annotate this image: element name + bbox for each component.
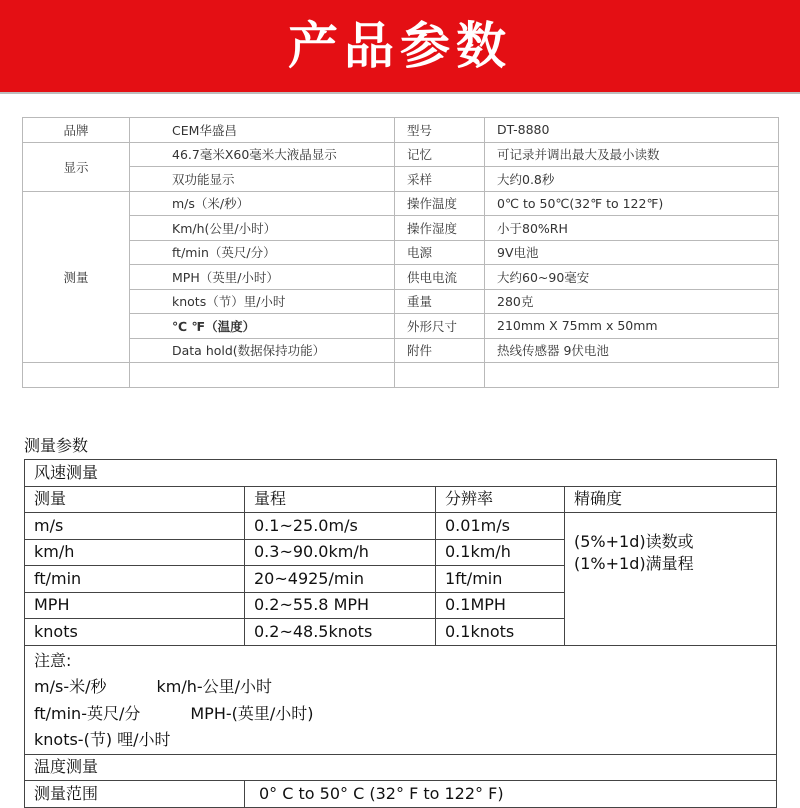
temp-label: 测量范围 [25,781,245,808]
params-title: 测量参数 [24,436,89,455]
col-accuracy: 精确度 [565,486,777,513]
right-value: 9V电池 [485,240,779,265]
resolution-cell: 1ft/min [436,566,565,593]
accuracy-cell [565,513,777,646]
spec-row [23,338,779,363]
col-measure: 测量 [25,486,245,513]
display-value-2: 双功能显示 [130,167,395,192]
note-line-1 [34,674,776,701]
temp-value: 0° C to 50° C (32° F to 122° F) [245,781,777,808]
right-value: 0℃ to 50℃(32℉ to 122℉) [485,191,779,216]
empty-cell [23,363,130,388]
brand-label: 品牌 [23,118,130,143]
right-label: 操作温度 [395,191,485,216]
empty-cell [395,363,485,388]
note-kmh: km/h-公里/小时 [156,677,273,696]
range-cell: 20~4925/min [245,566,436,593]
right-label: 电源 [395,240,485,265]
model-label: 型号 [395,118,485,143]
note-title: 注意: [34,650,72,670]
measure-label: 测量 [23,191,130,363]
measure-item: m/s（米/秒） [130,191,395,216]
spec-row [23,265,779,290]
banner-title: 产品参数 [288,17,512,75]
unit-cell: knots [25,619,245,646]
note-line-2 [34,701,776,728]
note-mph: MPH-(英里/小时) [190,703,314,723]
column-header-row [25,486,777,513]
right-label: 重量 [395,289,485,314]
resolution-cell: 0.1MPH [436,592,565,619]
right-value: 小于80%RH [485,216,779,241]
right-value: 210mm X 75mm x 50mm [485,314,779,339]
accuracy-line-2: (1%+1d)满量程 [574,554,694,573]
model-value: DT-8880 [485,118,779,143]
spec-row [23,191,779,216]
note-row [25,645,777,754]
resolution-cell: 0.1knots [436,619,565,646]
unit-cell: ft/min [25,566,245,593]
resolution-cell: 0.1km/h [436,539,565,566]
empty-cell [130,363,395,388]
spec-row [23,142,779,167]
wind-header: 风速测量 [25,460,777,487]
table-row [25,513,777,540]
wind-header-row [25,460,777,487]
unit-cell: m/s [25,513,245,540]
right-value: 热线传感器 9伏电池 [485,338,779,363]
right-label: 供电电流 [395,265,485,290]
measurement-table [24,459,777,808]
note-ftmin: ft/min-英尺/分 [34,703,141,723]
resolution-cell: 0.01m/s [436,513,565,540]
col-range: 量程 [245,486,436,513]
note-line-3: knots-(节) 哩/小时 [34,730,171,749]
right-label: 附件 [395,338,485,363]
note-ms: m/s-米/秒 [34,677,107,696]
spec-row-empty [23,363,779,388]
display-label: 显示 [23,142,130,191]
temp-header-row [25,754,777,781]
spec-row [23,314,779,339]
range-cell: 0.2~55.8 MPH [245,592,436,619]
sample-label: 采样 [395,167,485,192]
memory-label: 记忆 [395,142,485,167]
banner [0,0,800,92]
measure-item: Data hold(数据保持功能） [130,338,395,363]
unit-cell: km/h [25,539,245,566]
spec-table [22,117,779,388]
spec-row [23,216,779,241]
spec-row [23,240,779,265]
right-value: 280克 [485,289,779,314]
range-cell: 0.2~48.5knots [245,619,436,646]
spec-row [23,167,779,192]
measure-item: ℃ ℉（温度） [130,314,395,339]
note-cell [25,645,777,754]
brand-value: CEM华盛昌 [130,118,395,143]
col-resolution: 分辨率 [436,486,565,513]
right-label: 操作湿度 [395,216,485,241]
right-value: 大约60~90毫安 [485,265,779,290]
temp-row [25,781,777,808]
measure-item: MPH（英里/小时） [130,265,395,290]
unit-cell: MPH [25,592,245,619]
right-label: 外形尺寸 [395,314,485,339]
memory-value: 可记录并调出最大及最小读数 [485,142,779,167]
measure-item: Km/h(公里/小时） [130,216,395,241]
banner-divider [0,92,800,114]
temp-header: 温度测量 [25,754,777,781]
sample-value: 大约0.8秒 [485,167,779,192]
range-cell: 0.1~25.0m/s [245,513,436,540]
empty-cell [485,363,779,388]
measure-item: knots（节）里/小时 [130,289,395,314]
accuracy-line-1: (5%+1d)读数或 [574,532,694,551]
spec-row [23,118,779,143]
range-cell: 0.3~90.0km/h [245,539,436,566]
measure-item: ft/min（英尺/分） [130,240,395,265]
display-value-1: 46.7毫米X60毫米大液晶显示 [130,142,395,167]
spec-row [23,289,779,314]
